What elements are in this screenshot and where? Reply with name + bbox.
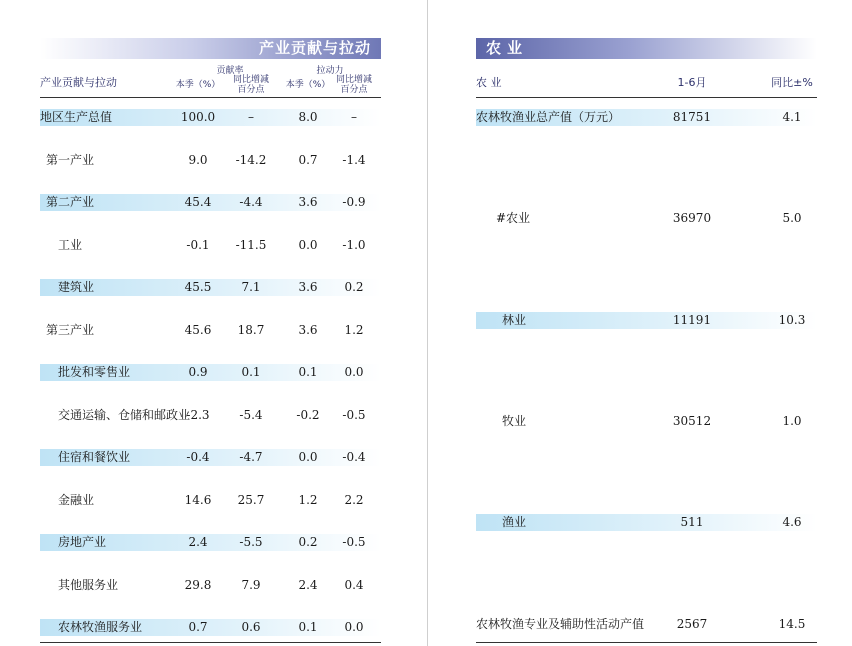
row-value-c4: -1.0: [342, 237, 366, 252]
row-label: 农林牧渔专业及辅助性活动产值: [476, 617, 645, 631]
row-value-v1: 81751: [672, 110, 712, 124]
row-label: 林业: [502, 313, 527, 327]
left-header-pull: 拉动力: [316, 66, 344, 76]
row-value-c3: 0.2: [298, 535, 318, 549]
row-label: 第一产业: [46, 152, 95, 167]
row-value-c2: 7.9: [241, 577, 261, 592]
row-value-c3: 0.1: [298, 620, 318, 634]
row-label: 建筑业: [58, 280, 95, 294]
row-value-c1: 0.9: [188, 365, 208, 379]
row-label: 农林牧渔服务业: [58, 620, 143, 634]
right-header-rule: [476, 97, 817, 98]
row-value-v2: 1.0: [782, 414, 802, 428]
row-value-c1: 2.4: [188, 535, 208, 549]
row-value-c3: 8.0: [298, 110, 318, 124]
row-value-v1: 2567: [676, 617, 708, 631]
row-value-c4: 0.4: [344, 577, 364, 592]
left-header-industry: 产业贡献与拉动: [40, 76, 117, 89]
left-header-rule: [40, 97, 381, 98]
row-value-c4: –: [351, 110, 357, 124]
row-value-c1: 9.0: [188, 152, 208, 167]
row-label: 牧业: [502, 414, 527, 428]
row-label: 农林牧渔业总产值（万元）: [476, 110, 621, 124]
row-label: 第三产业: [46, 322, 95, 337]
row-value-c2: -5.4: [239, 407, 263, 422]
row-value-c3: -0.2: [296, 407, 320, 422]
row-label: 住宿和餐饮业: [58, 450, 131, 464]
row-value-c3: 0.1: [298, 365, 318, 379]
row-value-c2: –: [248, 110, 254, 124]
left-header-current-1: 本季（%）: [175, 80, 221, 90]
row-value-c1: -2.3: [186, 407, 210, 422]
right-bottom-rule: [476, 642, 817, 643]
row-label: #农业: [496, 211, 531, 225]
row-value-c3: 0.0: [298, 237, 318, 252]
row-value-c1: -0.4: [186, 450, 210, 464]
row-value-c4: -1.4: [342, 152, 366, 167]
right-title: 农业: [486, 39, 529, 57]
row-value-c1: 29.8: [184, 577, 212, 592]
right-header-agriculture: 农 业: [476, 76, 502, 89]
row-value-v2: 14.5: [778, 617, 806, 631]
left-bottom-rule: [40, 642, 381, 643]
row-value-c1: 14.6: [184, 492, 212, 507]
row-value-c4: -0.5: [342, 535, 366, 549]
row-value-c4: 0.0: [344, 365, 364, 379]
row-value-c4: 0.2: [344, 280, 364, 294]
row-label: 渔业: [502, 515, 527, 529]
row-value-c1: 45.5: [184, 280, 212, 294]
page-divider: [427, 0, 428, 646]
row-value-v1: 511: [680, 515, 704, 529]
right-header-yoy: 同比±%: [771, 76, 813, 89]
row-value-c2: -11.5: [235, 237, 267, 252]
row-label: 交通运输、仓储和邮政业: [58, 407, 191, 422]
left-header-change-2: 同比增减 百分点: [335, 75, 372, 95]
row-value-c3: 0.7: [298, 152, 318, 167]
row-value-c4: -0.9: [342, 195, 366, 209]
row-label: 房地产业: [58, 535, 107, 549]
row-value-c4: 2.2: [344, 492, 364, 507]
row-value-c1: 45.4: [184, 195, 212, 209]
row-value-c4: -0.5: [342, 407, 366, 422]
left-title-banner: [40, 38, 381, 59]
row-label: 第二产业: [46, 195, 95, 209]
row-value-c3: 3.6: [298, 322, 318, 337]
row-value-c2: 25.7: [237, 492, 265, 507]
row-value-c1: -0.1: [186, 237, 210, 252]
row-value-c3: 2.4: [298, 577, 318, 592]
row-value-c2: 0.1: [241, 365, 261, 379]
left-header-current-2: 本季（%）: [285, 80, 331, 90]
row-value-v2: 4.6: [782, 515, 802, 529]
row-value-c4: 1.2: [344, 322, 364, 337]
row-value-c4: 0.0: [344, 620, 364, 634]
row-value-c4: -0.4: [342, 450, 366, 464]
row-value-v1: 36970: [672, 211, 712, 225]
row-value-v1: 11191: [672, 313, 712, 327]
row-value-c2: -5.5: [239, 535, 263, 549]
row-label: 工业: [58, 237, 83, 252]
row-value-v1: 30512: [672, 414, 712, 428]
row-value-v2: 4.1: [782, 110, 802, 124]
left-header-change-1: 同比增减 百分点: [232, 75, 269, 95]
row-label: 批发和零售业: [58, 365, 131, 379]
row-value-v2: 5.0: [782, 211, 802, 225]
row-value-c3: 0.0: [298, 450, 318, 464]
row-value-c2: 7.1: [241, 280, 261, 294]
right-title-banner: [476, 38, 817, 59]
row-label: 其他服务业: [58, 577, 119, 592]
row-value-c2: -14.2: [235, 152, 267, 167]
row-label: 金融业: [58, 492, 95, 507]
row-value-c2: 18.7: [237, 322, 265, 337]
row-value-c2: 0.6: [241, 620, 261, 634]
row-label: 地区生产总值: [40, 110, 113, 124]
row-value-c1: 45.6: [184, 322, 212, 337]
right-header-jan-jun: 1-6月: [677, 76, 707, 89]
row-value-c3: 3.6: [298, 280, 318, 294]
row-value-c1: 0.7: [188, 620, 208, 634]
row-value-c1: 100.0: [180, 110, 216, 124]
row-value-c2: -4.7: [239, 450, 263, 464]
row-value-c2: -4.4: [239, 195, 263, 209]
row-value-c3: 3.6: [298, 195, 318, 209]
left-header-contribution: 贡献率: [216, 66, 244, 76]
left-title: 产业贡献与拉动: [258, 39, 371, 57]
row-value-v2: 10.3: [778, 313, 806, 327]
row-value-c3: 1.2: [298, 492, 318, 507]
